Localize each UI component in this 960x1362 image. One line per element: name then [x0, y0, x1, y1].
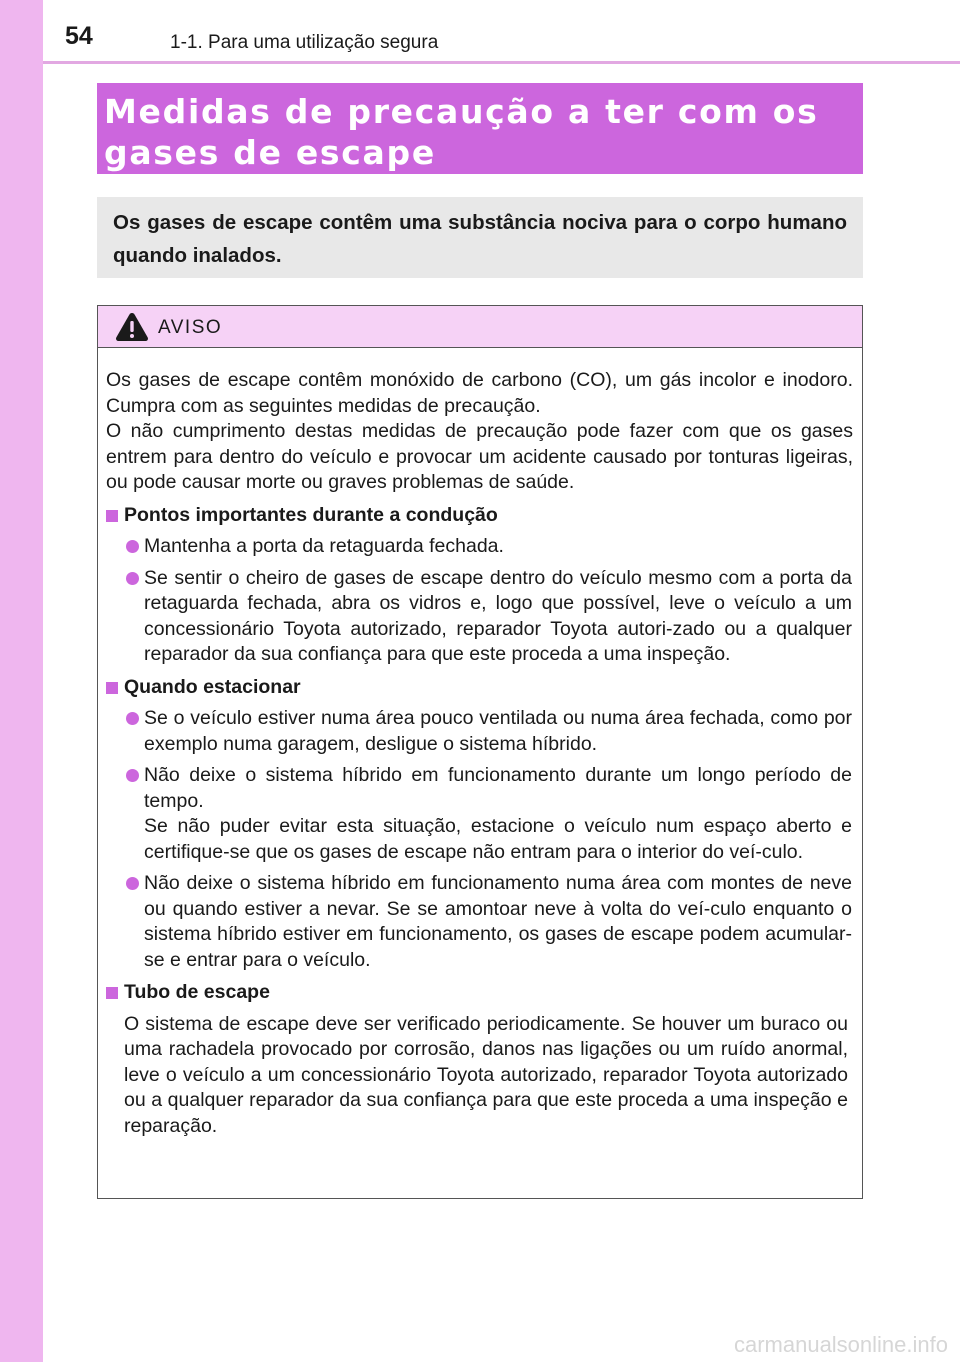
- list-item: [106, 763, 853, 865]
- square-bullet-icon: [106, 987, 118, 999]
- list-item-text: Se não puder evitar esta situação, estacione o veículo num espaço aberto e certifique-se que os gases de escape não entram para o interior do veí-culo.: [144, 815, 852, 863]
- side-tab-bar: [0, 0, 43, 1362]
- warning-header: [98, 306, 862, 348]
- subheading-exhaust-pipe: [106, 980, 853, 1006]
- circle-bullet-icon: [126, 572, 139, 585]
- square-bullet-icon: [106, 682, 118, 694]
- warning-intro: [106, 368, 853, 496]
- list-item-text: Não deixe o sistema híbrido em funcionamento numa área com montes de neve ou quando estiver a nevar. Se se amontoar neve à volta do veí-culo enquanto o sistema híbrido estiver em funcionamento, os gases de escape podem acumular-se e entrar para o veículo.: [144, 872, 852, 971]
- summary-box: [97, 197, 863, 278]
- list-item-text: Se sentir o cheiro de gases de escape dentro do veículo mesmo com a porta da retaguarda fechada, abra os vidros e, logo que possível, leve o veículo a um concessionário Toyota autorizado, reparador Toyota autori-zado ou a qualquer reparador da sua confiança para que este proceda a uma inspeção.: [144, 566, 852, 665]
- subheading-parking: [106, 675, 853, 701]
- header-rule: [43, 61, 960, 64]
- warning-triangle-icon: [115, 312, 149, 342]
- subheading-label: Quando estacionar: [124, 675, 301, 698]
- exhaust-paragraph: [106, 1012, 853, 1140]
- summary-text: Os gases de escape contêm uma substância nociva para o corpo humano quando inalados.: [113, 211, 847, 267]
- circle-bullet-icon: [126, 769, 139, 782]
- subheading-label: Tubo de escape: [124, 981, 270, 1003]
- section-title: Medidas de precaução a ter com os gases de escape: [104, 92, 819, 172]
- list-item: [106, 871, 853, 973]
- warning-box: [97, 305, 863, 1199]
- warning-body: [98, 348, 862, 1139]
- section-title-banner: [97, 83, 863, 174]
- warning-intro-paragraph: Os gases de escape contêm monóxido de carbono (CO), um gás incolor e inodoro. Cumpra com as seguintes medidas de precaução.: [106, 369, 853, 417]
- page-number: 54: [65, 22, 93, 50]
- list-item: [106, 566, 853, 668]
- circle-bullet-icon: [126, 540, 139, 553]
- warning-intro-paragraph: O não cumprimento destas medidas de precaução pode fazer com que os gases entrem para dentro do veículo e provocar um acidente causado por tonturas ligeiras, ou pode causar morte ou graves problemas de saúde.: [106, 420, 853, 493]
- list-item-text: Não deixe o sistema híbrido em funcionamento durante um longo período de tempo.: [144, 764, 852, 812]
- exhaust-text: O sistema de escape deve ser verificado periodicamente. Se houver um buraco ou uma rachadela provocado por corrosão, danos nas ligações ou um ruído anormal, leve o veículo a um concessionário Toyota autorizado, reparador Toyota autorizado ou a qualquer reparador da sua confiança para que este proceda a uma inspeção e reparação.: [124, 1012, 848, 1137]
- running-header: 1-1. Para uma utilização segura: [170, 32, 439, 53]
- subheading-driving: [106, 503, 853, 529]
- list-item-text: Se o veículo estiver numa área pouco ventilada ou numa área fechada, como por exemplo numa garagem, desligue o sistema híbrido.: [144, 707, 852, 755]
- watermark: carmanualsonline.info: [733, 1332, 948, 1357]
- circle-bullet-icon: [126, 712, 139, 725]
- warning-label: AVISO: [158, 317, 223, 338]
- square-bullet-icon: [106, 510, 118, 522]
- circle-bullet-icon: [126, 877, 139, 890]
- subheading-label: Pontos importantes durante a condução: [124, 503, 498, 526]
- list-item: [106, 706, 853, 757]
- list-item: [106, 534, 853, 560]
- list-item-text: Mantenha a porta da retaguarda fechada.: [144, 535, 504, 557]
